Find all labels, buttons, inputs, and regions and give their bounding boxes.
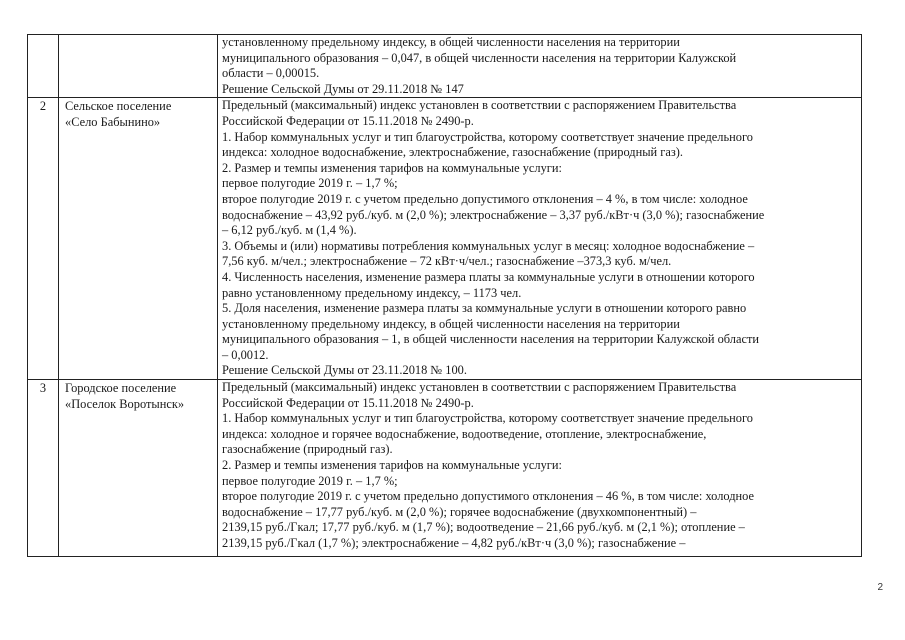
text-line: второе полугодие 2019 г. с учетом предельно допустимого отклонения – 4 %, в том числе: холодное: [222, 191, 748, 206]
row-number: 2: [28, 98, 59, 380]
text-line: Предельный (максимальный) индекс установлен в соответствии с распоряжением Правительства: [222, 98, 737, 113]
text-line: Российской Федерации от 15.11.2018 № 2490-р.: [222, 113, 474, 128]
text-line: Предельный (максимальный) индекс установлен в соответствии с распоряжением Правительства: [222, 380, 737, 395]
settlement-name-line: Сельское поселение: [65, 99, 172, 114]
settlement-name: [59, 35, 218, 98]
text-line: равно установленному предельному индексу, – 1173 чел.: [222, 285, 522, 300]
text-line: Решение Сельской Думы от 29.11.2018 № 147: [222, 81, 464, 96]
text-line: 3. Объемы и (или) нормативы потребления коммунальных услуг в месяц: холодное водоснабжение –: [222, 238, 755, 253]
text-line: 2. Размер и темпы изменения тарифов на коммунальные услуги:: [222, 458, 562, 473]
text-line: первое полугодие 2019 г. – 1,7 %;: [222, 473, 398, 488]
text-line: установленному предельному индексу, в общей численности населения на территории: [222, 316, 680, 331]
text-line: 2139,15 руб./Гкал; 17,77 руб./куб. м (1,7 %); водоотведение – 21,66 руб./куб. м (2,1 %); отопление –: [222, 520, 745, 535]
text-line: водоснабжение – 17,77 руб./куб. м (2,0 %); горячее водоснабжение (двухкомпонентный) –: [222, 504, 697, 519]
text-line: газоснабжение (природный газ).: [222, 442, 393, 457]
text-line: – 0,0012.: [222, 347, 269, 362]
text-line: водоснабжение – 43,92 руб./куб. м (2,0 %); электроснабжение – 3,37 руб./кВт·ч (3,0 %); газоснабжение: [222, 207, 765, 222]
tariff-description: [218, 35, 862, 98]
text-line: второе полугодие 2019 г. с учетом предельно допустимого отклонения – 46 %, в том числе: холодное: [222, 489, 755, 504]
document-table: [27, 34, 862, 557]
text-line: индекса: холодное и горячее водоснабжение, водоотведение, отопление, электроснабжение,: [222, 426, 707, 441]
text-line: установленному предельному индексу, в общей численности населения на территории: [222, 35, 680, 49]
text-line: Российской Федерации от 15.11.2018 № 2490-р.: [222, 395, 474, 410]
table-body: [28, 35, 862, 557]
text-line: 1. Набор коммунальных услуг и тип благоустройства, которому соответствует значение предельного: [222, 411, 753, 426]
table-row: [28, 98, 862, 380]
settlement-name: [59, 380, 218, 557]
table-row: [28, 35, 862, 98]
settlement-name-line: «Поселок Воротынск»: [65, 396, 185, 411]
text-line: 5. Доля населения, изменение размера платы за коммунальные услуги в отношении которого равно: [222, 301, 747, 316]
text-line: муниципального образования – 0,047, в общей численности населения на территории Калужской: [222, 50, 737, 65]
settlement-name-line: «Село Бабынино»: [65, 114, 161, 129]
tariff-description: [218, 380, 862, 557]
text-line: муниципального образования – 1, в общей численности населения на территории Калужской области: [222, 332, 760, 347]
table-row: [28, 380, 862, 557]
page-number: 2: [877, 582, 883, 593]
text-line: 2139,15 руб./Гкал (1,7 %); электроснабжение – 4,82 руб./кВт·ч (3,0 %); газоснабжение –: [222, 536, 686, 550]
settlement-name: [59, 98, 218, 380]
text-continued-fragment: [222, 380, 857, 556]
row-number: 3: [28, 380, 59, 557]
text-line: 4. Численность населения, изменение размера платы за коммунальные услуги в отношении которого: [222, 269, 755, 284]
text-line: индекса: холодное водоснабжение, электроснабжение, газоснабжение (природный газ).: [222, 145, 683, 160]
text-line: Решение Сельской Думы от 23.11.2018 № 100.: [222, 363, 467, 378]
text-line: 2. Размер и темпы изменения тарифов на коммунальные услуги:: [222, 160, 562, 175]
text-line: области – 0,00015.: [222, 66, 320, 81]
text-line: 7,56 куб. м/чел.; электроснабжение – 72 кВт·ч/чел.; газоснабжение –373,3 куб. м/чел.: [222, 254, 672, 269]
text-line: первое полугодие 2019 г. – 1,7 %;: [222, 176, 398, 191]
settlement-name-line: Городское поселение: [65, 381, 177, 396]
tariff-description: [218, 98, 862, 380]
text-line: – 6,12 руб./куб. м (1,4 %).: [222, 223, 357, 238]
row-number: [28, 35, 59, 98]
text-line: 1. Набор коммунальных услуг и тип благоустройства, которому соответствует значение предельного: [222, 129, 753, 144]
